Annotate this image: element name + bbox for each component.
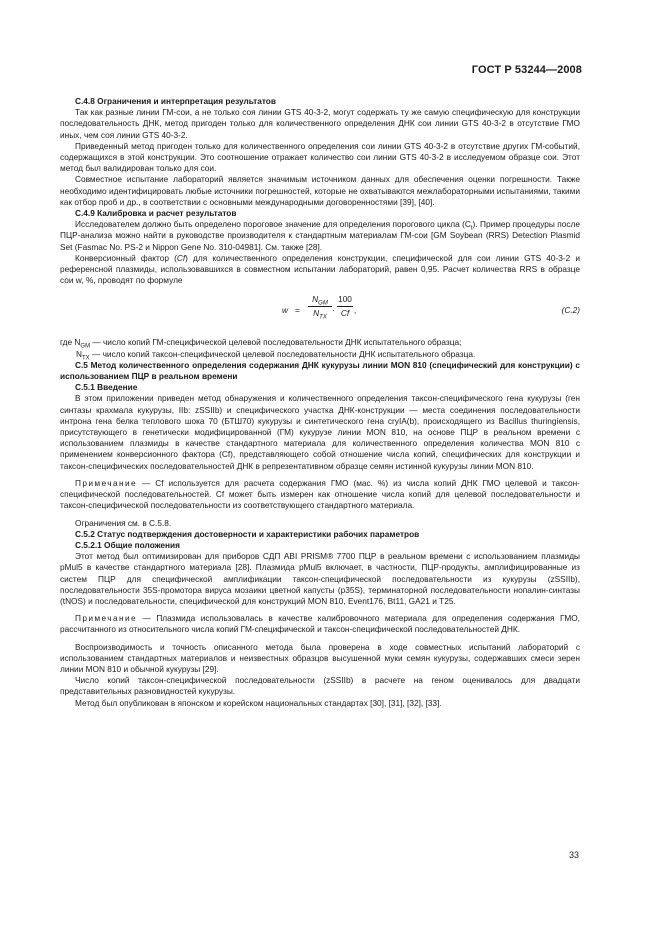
- paragraph: Приведенный метод пригоден только для количественного определения сои линии GTS 40-3-2 в отсутствие других ГМ-событий, содержащихся в этой конструкции. Это соотношение отражает количество сои линии GTS 40-3-2 в исследуемом образце сои. Этот метод был валидирован только для сои.: [60, 140, 580, 174]
- paragraph: Конверсионный фактор (Cf) для количественного определения конструкции, специфической для сои линии GTS 40-3-2 и референсной плазмиды, использовавшихся в совместном испытании лабораторий, равен 0,95. Расчет количества RRS в образце сои w, %, проводят по формуле: [60, 252, 580, 286]
- heading-c51: С.5.1 Введение: [75, 382, 138, 393]
- formula-fraction-copies: $N_{GM}$ $N_{TX}$: [308, 294, 332, 319]
- paragraph: Воспроизводимость и точность описанного метода была проверена в ходе совместных испытаний лабораторий с использованием стандартных материалов и неизвестных образцов высушенной муки семян кукурузы, содержавших смеси зерен линии MON 810 и обычной кукурузы [29].: [60, 641, 580, 674]
- heading-c521: С.5.2.1 Общие положения: [75, 539, 180, 550]
- heading-c49: С.4.9 Калибровка и расчет результатов: [75, 208, 237, 219]
- heading-c52: С.5.2 Статус подтверждения достоверности и характеристики рабочих параметров: [75, 528, 420, 539]
- where-line-ntx: $N_{TX}$ — число копий таксон-специфической целевой последовательности ДНК испытательного образца.: [76, 348, 476, 362]
- note-2: Примечание — Плазмида использовалась в качестве калибровочного материала для определения содержания ГМО, рассчитанного из относительного числа копий ГМ-специфической и таксон-специфической последовательностей ДНК.: [60, 613, 580, 635]
- paragraph: Совместное испытание лабораторий является значимым источником данных для обеспечения оценки погрешности. Также необходимо идентифицировать любые источники погрешностей, которые не охватываются межлабораторными испытаниями, такими как отбор проб и др., в соответствии с основными международными договоренностями [39], [40].: [60, 174, 580, 207]
- document-body: [60, 96, 580, 709]
- paragraph: Так как разные линии ГМ-сои, а не только соя линии GTS 40-3-2, могут содержать ту же самую специфическую для конструкции последовательность ДНК, метод пригоден только для количественного определения ДНК сои линии GTS 40-3-2 в отсутствие ГМО иных, чем соя линии GTS 40-3-2.: [60, 107, 580, 140]
- paragraph: Этот метод был оптимизирован для приборов СДП ABI PRISM® 7700 ПЦР в реальном времени с использованием плазмиды pMul5 в качестве стандартного материала [28]. Плазмида pMul5 включает, в частности, ПЦР-продукты, амплифицированные из систем ПЦР для специфической амплификации таксон-специфической последовательности из кукурузы (zSSIIb), последовательности 35S-промотора вируса мозаики цветной капусты (p35S), терминаторной последовательности нопалин-синтазы (tNOS) и последовательности, специфической для конструкций MON 810, Event176, Bt11, GA21 и T25.: [60, 551, 580, 606]
- where-line-ngm: где $N_{GM}$ — число копий ГМ-специфической целевой последовательности ДНК испытательного образца;: [60, 337, 462, 351]
- formula-c2: [60, 292, 580, 330]
- formula-equals: =: [295, 305, 300, 316]
- formula-multiply: ·: [332, 305, 335, 316]
- note-1: Примечание — Cf используется для расчета содержания ГМО (мас. %) из числа копий ДНК ГМО целевой и таксон-специфической последовательностей. Cf может быть измерен как отношение числа копий для целевой последовательности и таксон-специфической последовательности из соответствующего стандартного материала.: [60, 477, 580, 511]
- paragraph: В этом приложении приведен метод обнаружения и количественного определения таксон-специфического гена кукурузы (ген синтазы крахмала кукурузы, IIb: zSSIIb) и специфического участка ДНК-конструкции — места соединения последовательности интрона гена белка теплового шока 70 (БТШ70) кукурузы и синтетического гена cryIA(b), происходящего из Bacillus thuringiensis, присутствующего в генетически модифицированной (ГМ) кукурузе линии MON 810, на основе ПЦР в реальном времени с использованием плазмиды в качестве стандартного материала для количественного определения количества MON 810 с применением конверсионного фактора (Cf), представляющего собой отношение числа копий, специфических для конструкции и таксон-специфических последовательностей ДНК в репрезентативном образце семян истинной кукурузы линии MON 810.: [60, 393, 580, 471]
- page-number: 33: [568, 850, 579, 860]
- formula-fraction-cf: $\frac{100}{Cf}$: [338, 294, 352, 319]
- paragraph: Число копий таксон-специфической последовательности (zSSIIb) в расчете на геном оценивалось для двадцати представительных разновидностей кукурузы.: [60, 675, 580, 697]
- formula-comma: ,: [354, 305, 357, 316]
- heading-c48: С.4.8 Ограничения и интерпретация результатов: [75, 96, 276, 106]
- document-id-header: ГОСТ Р 53244—2008: [471, 64, 582, 76]
- heading-c5: С.5 Метод количественного определения содержания ДНК кукурузы линии MON 810 (специфический для конструкции) с использованием ПЦР в реальном времени: [60, 359, 580, 382]
- paragraph: Исследователем должно быть определено пороговое значение для определения порогового цикла $(C_t)$. Пример процедуры после ПЦР-анализа можно найти в руководстве производителя к стандартным материалам ГМ-сои [GM Soybean (RRS) Detection Plasmid Set (Fasmac No. PS-2 и Nippon Gene No. 310-04981]. См. также [28].: [60, 219, 580, 252]
- paragraph: Метод был опубликован в японском и корейском национальных стандартах [30], [31], [32], [33].: [75, 697, 442, 708]
- formula-lhs: w: [282, 305, 288, 316]
- paragraph: Ограничения см. в С.5.8.: [75, 517, 172, 528]
- formula-label: (С.2): [561, 305, 580, 316]
